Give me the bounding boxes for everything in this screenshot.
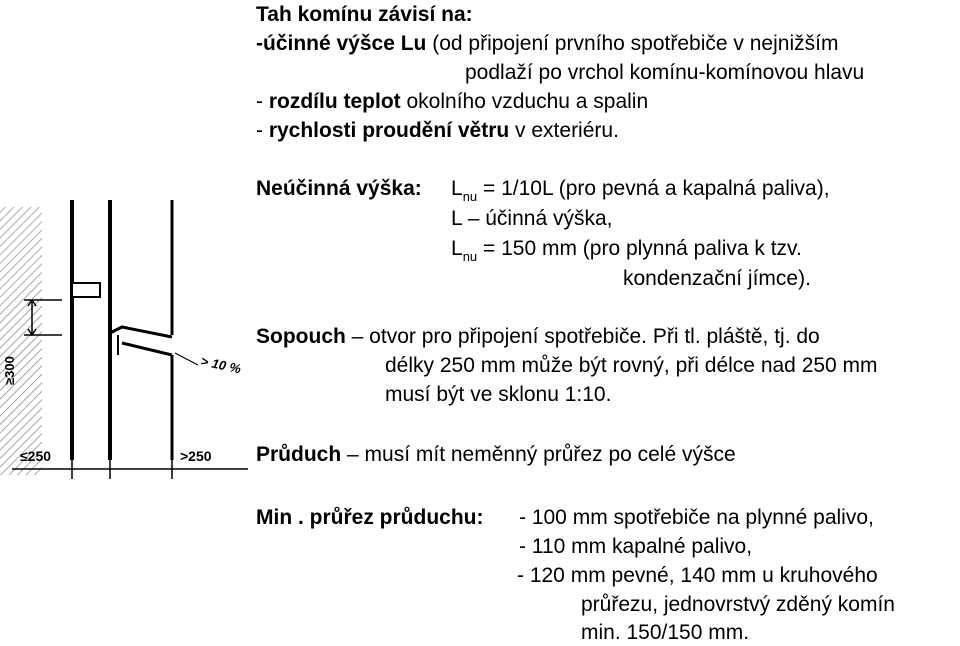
heading-draft-factors: Tah komínu závisí na: [256,3,473,26]
formula-1-text: = 1/10L (pro pevná a kapalná paliva), [477,177,830,200]
min-cross-section-item-3-cont: průřezu, jednovrstvý zděný komín [581,593,895,616]
flue-connector-def [256,324,820,350]
factor-temperature-desc: okolního vzduchu a spalin [400,90,649,113]
flue-passage-desc: – musí mít neměnný průřez po celé výšce [341,443,736,466]
subscript-nu: nu [462,249,478,264]
factor-effective-height [256,31,838,57]
subscript-nu: nu [462,189,478,204]
dim-left-label: ≤250 [20,448,52,464]
flue-passage-term: Průduch [256,443,342,466]
ineffective-height-label: Neúčinná výška: [256,177,422,200]
slope-label: > 10 % [199,353,243,377]
bullet-dash: - [256,119,269,142]
slope-leader [175,353,198,365]
sloped-connector-top [110,327,172,337]
factor-temperature [256,89,648,115]
ineffective-height-formula-2-cont: kondenzační jímce). [623,267,811,290]
dim-height-label: ≥300 [2,356,17,385]
min-cross-section-label: Min . průřez průduchu: [256,506,484,529]
flue-passage-def [256,442,736,468]
factor-temperature-term: rozdílu teplot [268,90,401,113]
upper-connector-opening [72,283,100,297]
dim-right-label: >250 [180,448,212,464]
left-wall-hatching [0,207,42,475]
formula-2-text: = 150 mm (pro plynná paliva k tzv. [477,237,802,260]
flue-connector-line-2: délky 250 mm může být rovný, při délce nad 250 mm [385,354,878,377]
symbol-L: L [451,237,463,260]
ineffective-height-def-L: L – účinná výška, [451,207,613,230]
factor-effective-height-term: -účinné výšce Lu [256,32,427,55]
factor-wind-term: rychlosti proudění větru [268,119,510,142]
symbol-L: L [451,177,463,200]
factor-wind-desc: v exteriéru. [509,119,619,142]
flue-connector-desc: – otvor pro připojení spotřebiče. Při tl. pláště, tj. do [345,325,820,348]
min-cross-section-item-3-cont-2: min. 150/150 mm. [581,621,750,644]
min-cross-section-item-1: - 100 mm spotřebiče na plynné palivo, [519,506,874,529]
factor-effective-height-desc: (od připojení prvního spotřebiče v nejnižším [426,32,839,55]
chimney-section-diagram [0,195,250,485]
factor-wind [256,118,619,144]
flue-connector-line-3: musí být ve sklonu 1:10. [385,383,612,406]
ineffective-height-formula-1 [451,176,830,210]
bullet-dash: - [256,90,269,113]
min-cross-section-item-3: - 120 mm pevné, 140 mm u kruhového [517,564,878,587]
flue-connector-term: Sopouch [256,325,346,348]
sloped-connector-bottom [122,343,172,355]
min-cross-section-item-2: - 110 mm kapalné palivo, [519,535,753,558]
factor-effective-height-cont: podlaží po vrchol komínu-komínovou hlavu [465,61,865,84]
ineffective-height-formula-2 [451,236,802,270]
